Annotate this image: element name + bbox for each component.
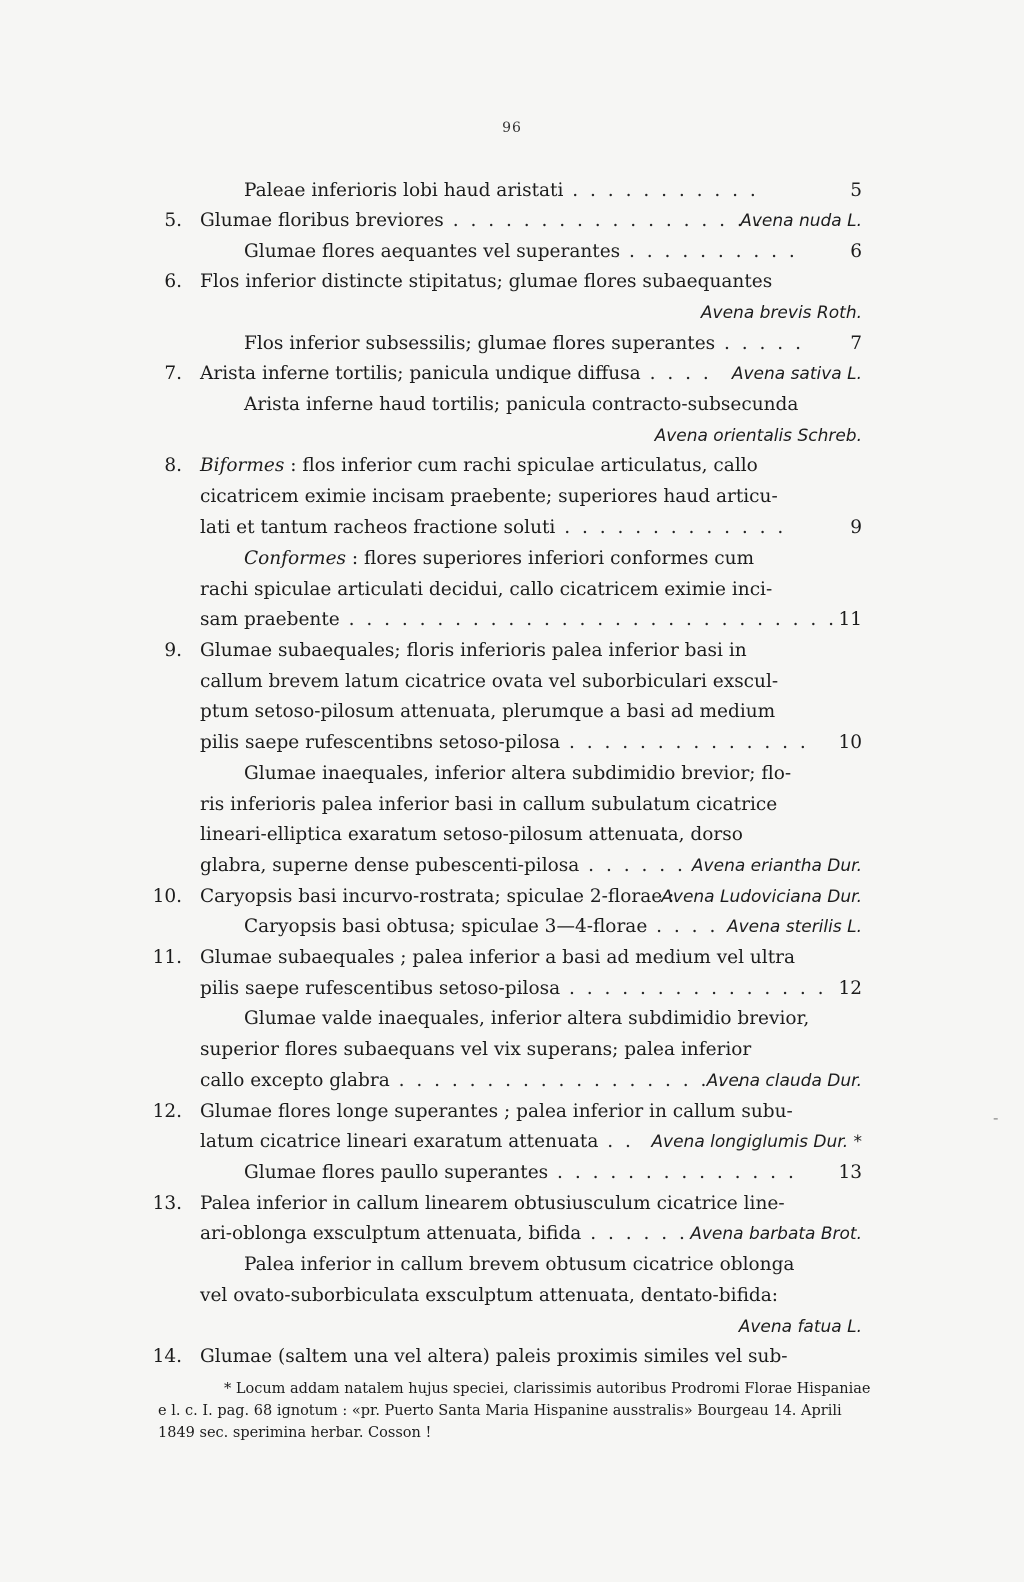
key-text: Glumae flores paullo superantes . . . . . . . . . . . . . . xyxy=(244,1162,797,1183)
key-text: Palea inferior in callum linearem obtusiusculum cicatrice line- xyxy=(200,1193,785,1214)
key-line xyxy=(0,1034,1024,1066)
leader-dots: . . . . xyxy=(647,916,719,937)
key-text: Arista inferne tortilis; panicula undique diffusa . . . . xyxy=(200,363,712,384)
key-line xyxy=(0,1188,1024,1220)
key-line xyxy=(0,512,1024,544)
key-text: Flos inferior distincte stipitatus; glumae flores subaequantes xyxy=(200,271,773,292)
leader-dots: . . . . . . xyxy=(579,855,686,876)
key-text: pilis saepe rufescentibus setoso-pilosa . . . . . . . . . . . . . . . xyxy=(200,978,827,999)
lead-reference: 9 xyxy=(850,517,862,538)
key-line xyxy=(0,1003,1024,1035)
leader-dots: . . xyxy=(598,1131,634,1152)
lead-reference: 10 xyxy=(838,732,862,753)
leader-dots: . . . . xyxy=(640,363,712,384)
species-name: Avena clauda Dur. xyxy=(706,1071,862,1091)
key-line xyxy=(0,236,1024,268)
key-line xyxy=(0,1218,1024,1250)
leader-dots: . . . . . xyxy=(715,333,804,354)
species-name: Avena brevis Roth. xyxy=(700,303,862,323)
key-text: Glumae flores longe superantes ; palea inferior in callum subu- xyxy=(200,1101,793,1122)
couplet-number: 10. xyxy=(152,886,182,907)
key-line xyxy=(0,358,1024,390)
leader-dots: . . . . . . . . . . xyxy=(620,241,798,262)
key-line xyxy=(0,850,1024,882)
key-text: lati et tantum racheos fractione soluti . . . . . . . . . . . . . xyxy=(200,517,787,538)
key-text: Caryopsis basi obtusa; spiculae 3—4-florae . . . . xyxy=(244,916,719,937)
species-name: Avena longiglumis Dur. * xyxy=(651,1132,862,1152)
key-line xyxy=(0,758,1024,790)
key-line xyxy=(0,973,1024,1005)
key-line xyxy=(0,205,1024,237)
lead-reference: 11 xyxy=(838,609,862,630)
footnote-line: * Locum addam natalem hujus speciei, clarissimis autoribus Prodromi Florae Hispaniae xyxy=(224,1381,871,1397)
key-text: pilis saepe rufescentibns setoso-pilosa . . . . . . . . . . . . . . xyxy=(200,732,809,753)
species-name: Avena sterilis L. xyxy=(726,917,862,937)
key-line xyxy=(0,604,1024,636)
leader-dots: . . . . . . . . . . . . . . xyxy=(548,1162,797,1183)
key-line xyxy=(0,942,1024,974)
species-name: Avena Ludoviciana Dur. xyxy=(661,887,862,907)
key-line xyxy=(0,175,1024,207)
key-line xyxy=(0,911,1024,943)
key-text: Glumae (saltem una vel altera) paleis proximis similes vel sub- xyxy=(200,1346,788,1367)
key-text: Glumae valde inaequales, inferior altera subdimidio brevior, xyxy=(244,1008,810,1029)
couplet-number: 13. xyxy=(152,1193,182,1214)
key-line xyxy=(0,1157,1024,1189)
species-name: Avena nuda L. xyxy=(740,211,862,231)
couplet-number: 6. xyxy=(164,271,182,292)
key-line xyxy=(0,574,1024,606)
species-name: Avena eriantha Dur. xyxy=(691,856,862,876)
species-name: Avena sativa L. xyxy=(731,364,862,384)
margin-dash: - xyxy=(993,1108,999,1127)
species-name: Avena fatua L. xyxy=(738,1317,862,1337)
key-line xyxy=(0,1096,1024,1128)
couplet-number: 8. xyxy=(164,455,182,476)
key-line xyxy=(0,1065,1024,1097)
key-line xyxy=(0,1280,1024,1312)
species-name: Avena barbata Brot. xyxy=(690,1224,862,1244)
key-line xyxy=(0,1311,1024,1343)
key-text: ris inferioris palea inferior basi in callum subulatum cicatrice xyxy=(200,794,778,815)
key-line xyxy=(0,297,1024,329)
key-text: Glumae inaequales, inferior altera subdimidio brevior; flo- xyxy=(244,763,792,784)
key-text: vel ovato-suborbiculata exsculptum attenuata, dentato-bifida: xyxy=(200,1285,779,1306)
lead-reference: 6 xyxy=(850,241,862,262)
key-line xyxy=(0,696,1024,728)
key-text: lineari-elliptica exaratum setoso-pilosum attenuata, dorso xyxy=(200,824,743,845)
species-name: Avena orientalis Schreb. xyxy=(654,426,862,446)
key-line xyxy=(0,881,1024,913)
key-text: ptum setoso-pilosum attenuata, plerumque a basi ad medium xyxy=(200,701,776,722)
leader-dots: . . . . . . . . . . . . . . . . . . . . . . . . . . . . xyxy=(339,609,838,630)
key-text: superior flores subaequans vel vix superans; palea inferior xyxy=(200,1039,752,1060)
footnote-line: e l. c. I. pag. 68 ignotum : «pr. Puerto Santa Maria Hispanine ausstralis» Bourgeau 14. Aprili xyxy=(158,1403,842,1419)
key-text: callo excepto glabra . . . . . . . . . . . . . . . . . . . . xyxy=(200,1070,745,1091)
key-line xyxy=(0,1341,1024,1373)
key-text: Paleae inferioris lobi haud aristati . . . . . . . . . . . xyxy=(244,180,759,201)
lead-reference: 13 xyxy=(838,1162,862,1183)
key-text: sam praebente . . . . . . . . . . . . . . . . . . . . . . . . . . . . xyxy=(200,609,838,630)
key-line xyxy=(0,389,1024,421)
key-text: Conformes : flores superiores inferiori conformes cum xyxy=(244,548,755,569)
couplet-number: 7. xyxy=(164,363,182,384)
couplet-number: 14. xyxy=(152,1346,182,1367)
key-text: callum brevem latum cicatrice ovata vel suborbiculari exscul- xyxy=(200,671,779,692)
lead-reference: 5 xyxy=(850,180,862,201)
couplet-number: 9. xyxy=(164,640,182,661)
footnote-line: 1849 sec. sperimina herbar. Cosson ! xyxy=(158,1425,432,1441)
key-text: Glumae floribus breviores . . . . . . . . . . . . . . . . . . xyxy=(200,210,764,231)
couplet-number: 12. xyxy=(152,1101,182,1122)
leader-dots: . . . . . . . . . . . xyxy=(563,180,759,201)
key-text: ari-oblonga exsculptum attenuata, bifida . . . . . . xyxy=(200,1223,688,1244)
page-number: 96 xyxy=(502,120,522,136)
key-line xyxy=(0,543,1024,575)
key-line xyxy=(0,328,1024,360)
couplet-number: 5. xyxy=(164,210,182,231)
leader-dots: . . . . . . xyxy=(581,1223,688,1244)
couplet-number: 11. xyxy=(152,947,182,968)
key-line xyxy=(0,635,1024,667)
key-line xyxy=(0,420,1024,452)
leader-dots: . . . . . . . . . . . . . . . xyxy=(560,978,827,999)
key-line xyxy=(0,789,1024,821)
key-text: glabra, superne dense pubescenti-pilosa . . . . . . xyxy=(200,855,686,876)
key-text: rachi spiculae articulati decidui, callo cicatricem eximie inci- xyxy=(200,579,773,600)
key-line xyxy=(0,1249,1024,1281)
key-line xyxy=(0,1126,1024,1158)
leader-dots: . . . . . . . . . . . . . . . . . . xyxy=(443,210,764,231)
leader-dots: . . . . . . . . . . . . . . xyxy=(560,732,809,753)
leader-dots: . . . . . . . . . . . . . xyxy=(555,517,787,538)
key-text: Glumae subaequales ; palea inferior a basi ad medium vel ultra xyxy=(200,947,796,968)
key-text: Flos inferior subsessilis; glumae flores superantes . . . . . xyxy=(244,333,804,354)
key-text: Arista inferne haud tortilis; panicula contracto-subsecunda xyxy=(244,394,799,415)
leader-dots: . . . . . . . . . . . . . . . . . . . . xyxy=(389,1070,745,1091)
lead-reference: 12 xyxy=(838,978,862,999)
key-line xyxy=(0,727,1024,759)
key-text: latum cicatrice lineari exaratum attenuata . . xyxy=(200,1131,634,1152)
key-text: Glumae subaequales; floris inferioris palea inferior basi in xyxy=(200,640,747,661)
key-line xyxy=(0,666,1024,698)
lead-reference: 7 xyxy=(850,333,862,354)
key-line xyxy=(0,266,1024,298)
key-line xyxy=(0,450,1024,482)
key-text: Biformes : flos inferior cum rachi spiculae articulatus, callo xyxy=(200,455,758,476)
key-text: cicatricem eximie incisam praebente; superiores haud articu- xyxy=(200,486,778,507)
key-text: Glumae flores aequantes vel superantes . . . . . . . . . . xyxy=(244,241,798,262)
key-text: Palea inferior in callum brevem obtusum cicatrice oblonga xyxy=(244,1254,795,1275)
key-text: Caryopsis basi incurvo-rostrata; spiculae 2-florae : xyxy=(200,886,675,907)
key-line xyxy=(0,819,1024,851)
key-line xyxy=(0,481,1024,513)
